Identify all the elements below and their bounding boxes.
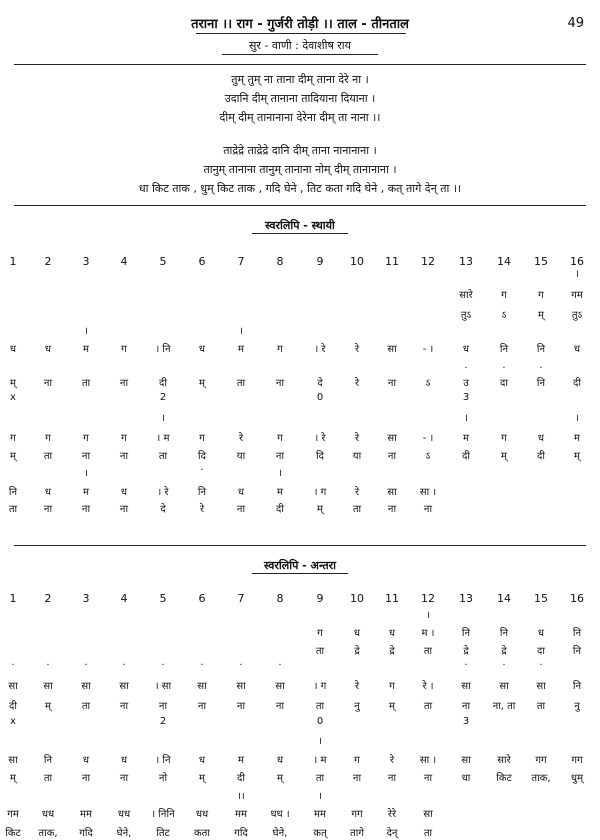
notation-cell: ना bbox=[81, 504, 91, 515]
notation-cell: म bbox=[238, 344, 244, 355]
notation-cell: ना bbox=[461, 701, 471, 712]
notation-cell: ध bbox=[353, 628, 361, 639]
notation-cell: द्रे bbox=[501, 646, 507, 657]
notation-cell: गदि bbox=[234, 828, 248, 839]
notation-cell: । म bbox=[156, 433, 170, 444]
notation-cell: नि bbox=[536, 378, 546, 389]
notation-cell: गग bbox=[351, 809, 363, 820]
notation-cell: मम bbox=[235, 809, 247, 820]
notation-cell: ग bbox=[501, 433, 507, 444]
notation-cell: ना bbox=[236, 701, 246, 712]
notation-cell: म bbox=[574, 433, 580, 444]
notation-cell: कता bbox=[194, 828, 210, 839]
notation-cell: ध bbox=[237, 487, 245, 498]
notation-cell: ध bbox=[198, 755, 206, 766]
section-divider bbox=[14, 205, 586, 206]
notation-cell: ध bbox=[573, 344, 581, 355]
notation-cell: सा bbox=[236, 681, 246, 692]
notation-cell: ग bbox=[83, 433, 89, 444]
lyric-line: तुम् तुम् ना ताना दीम् ताना देरे ना । bbox=[231, 73, 369, 86]
notation-cell: किट bbox=[496, 773, 512, 784]
page-title: तराना ।। राग - गुर्जरी तोड़ी ।। ताल - तीनताल bbox=[191, 17, 409, 32]
notation-cell: दी bbox=[159, 378, 167, 389]
notation-cell: सा bbox=[461, 755, 471, 766]
lyric-line: तानुम् तानाना तानुम् तानाना नोम् दीम् तानानाना । bbox=[203, 163, 397, 176]
notation-cell: 2 bbox=[159, 392, 167, 403]
notation-cell: ग bbox=[389, 681, 395, 692]
notation-cell: नि bbox=[572, 646, 582, 657]
notation-cell: सा bbox=[387, 344, 397, 355]
notation-cell: सा bbox=[275, 681, 285, 692]
notation-cell: ग bbox=[10, 433, 16, 444]
notation-cell: । bbox=[575, 269, 579, 280]
notation-cell: म् bbox=[277, 773, 283, 784]
notation-cell: · bbox=[161, 660, 165, 671]
beat-number: 3 bbox=[82, 592, 90, 605]
notation-cell: ना bbox=[43, 378, 53, 389]
beat-number: 1 bbox=[9, 255, 17, 268]
notation-cell: ग bbox=[199, 433, 205, 444]
notation-cell: ता bbox=[352, 504, 362, 515]
notation-cell: · bbox=[84, 660, 88, 671]
notation-cell: द्रे bbox=[354, 646, 360, 657]
notation-cell: ना bbox=[387, 451, 397, 462]
notation-cell: नि bbox=[572, 681, 582, 692]
notation-cell: ध bbox=[198, 344, 206, 355]
notation-cell: रे bbox=[354, 487, 360, 498]
lyric-line: दीम् दीम् तानानाना देरेना दीम् ता नाना ।। bbox=[219, 111, 381, 124]
notation-cell: 3 bbox=[462, 392, 470, 403]
top-divider bbox=[14, 64, 586, 65]
beat-number: 6 bbox=[198, 592, 206, 605]
notation-cell: ध bbox=[82, 755, 90, 766]
notation-cell: रे bbox=[354, 344, 360, 355]
notation-cell: ऽ bbox=[425, 378, 431, 389]
notation-cell: या bbox=[236, 451, 246, 462]
notation-cell: ना, ता bbox=[492, 701, 516, 712]
notation-cell: रे । bbox=[422, 681, 434, 692]
notation-cell: सा bbox=[387, 487, 397, 498]
notation-cell: ऽ bbox=[425, 451, 431, 462]
notation-cell: । bbox=[464, 413, 468, 424]
notation-cell: दि bbox=[198, 451, 206, 462]
notation-cell: रे bbox=[354, 378, 360, 389]
notation-cell: ग bbox=[501, 290, 507, 301]
notation-cell: सा bbox=[8, 755, 18, 766]
beat-number: 15 bbox=[534, 592, 548, 605]
notation-cell: दा bbox=[500, 378, 508, 389]
beat-number: 1 bbox=[9, 592, 17, 605]
notation-cell: ता bbox=[236, 378, 246, 389]
notation-cell: · bbox=[239, 660, 243, 671]
notation-cell: । रे bbox=[157, 487, 169, 498]
notation-cell: ना bbox=[158, 701, 168, 712]
notation-cell: धध bbox=[117, 809, 131, 820]
notation-cell: ना bbox=[387, 773, 397, 784]
notation-cell: ग bbox=[121, 344, 127, 355]
notation-cell: ग bbox=[45, 433, 51, 444]
notation-cell: दी bbox=[462, 451, 470, 462]
notation-cell: । रे bbox=[314, 344, 326, 355]
notation-cell: रे bbox=[238, 433, 244, 444]
section-divider bbox=[14, 545, 586, 546]
beat-number: 15 bbox=[534, 255, 548, 268]
notation-cell: ना bbox=[275, 701, 285, 712]
notation-cell: · bbox=[278, 660, 282, 671]
page-number: 49 bbox=[567, 16, 584, 31]
notation-cell: ना bbox=[423, 773, 433, 784]
notation-cell: तिट bbox=[156, 828, 170, 839]
notation-cell: ना bbox=[119, 451, 129, 462]
notation-cell: म् bbox=[10, 451, 16, 462]
notation-cell: नि bbox=[499, 344, 509, 355]
notation-cell: तुऽ bbox=[460, 310, 472, 321]
notation-cell: या bbox=[352, 451, 362, 462]
notation-cell: ध bbox=[276, 755, 284, 766]
notation-cell: ना bbox=[119, 773, 129, 784]
beat-number: 16 bbox=[570, 592, 584, 605]
notation-cell: नि bbox=[499, 628, 509, 639]
lyric-line: उदानि दीम् तानाना तादियाना दियाना । bbox=[224, 92, 376, 105]
notation-cell: ध bbox=[44, 344, 52, 355]
notation-cell: द्रे bbox=[389, 646, 395, 657]
notation-cell: म् bbox=[501, 451, 507, 462]
notation-cell: गग bbox=[571, 755, 583, 766]
notation-cell: तागे bbox=[350, 828, 364, 839]
beat-number: 6 bbox=[198, 255, 206, 268]
notation-cell: म bbox=[277, 487, 283, 498]
notation-cell: रे bbox=[354, 681, 360, 692]
notation-cell: ग bbox=[277, 344, 283, 355]
subtitle-underline bbox=[222, 54, 378, 55]
notation-cell: ना bbox=[119, 504, 129, 515]
notation-cell: उ bbox=[463, 378, 469, 389]
beat-number: 14 bbox=[497, 255, 511, 268]
notation-cell: । bbox=[239, 326, 243, 337]
notation-cell: ता bbox=[315, 773, 325, 784]
notation-cell: । नि bbox=[155, 344, 171, 355]
beat-number: 7 bbox=[237, 255, 245, 268]
notation-cell: म् bbox=[199, 773, 205, 784]
notation-cell: ना bbox=[81, 451, 91, 462]
notation-cell: ता bbox=[423, 828, 433, 839]
notation-cell: गदि bbox=[79, 828, 93, 839]
notation-cell: नु bbox=[574, 701, 580, 712]
notation-cell: ग bbox=[317, 628, 323, 639]
beat-number: 5 bbox=[159, 592, 167, 605]
beat-number: 11 bbox=[385, 592, 399, 605]
notation-cell: नि bbox=[536, 344, 546, 355]
notation-cell: ना bbox=[119, 701, 129, 712]
notation-cell: सारे bbox=[497, 755, 511, 766]
notation-cell: ता bbox=[536, 701, 546, 712]
notation-cell: · bbox=[539, 363, 543, 374]
notation-cell: ग bbox=[538, 290, 544, 301]
notation-cell: नु bbox=[354, 701, 360, 712]
notation-cell: नि bbox=[572, 628, 582, 639]
notation-cell: · bbox=[539, 660, 543, 671]
notation-cell: दा bbox=[537, 646, 545, 657]
notation-cell: द्रे bbox=[463, 646, 469, 657]
lyric-line: ताद्रेद्रे ताद्रेद्रे दानि दीम् ताना नानानाना । bbox=[223, 144, 377, 157]
notation-cell: किट bbox=[5, 828, 21, 839]
notation-cell: 0 bbox=[316, 716, 324, 727]
notation-cell: - । bbox=[422, 433, 434, 444]
notation-cell: · bbox=[200, 660, 204, 671]
notation-cell: । bbox=[84, 326, 88, 337]
notation-cell: धध । bbox=[270, 809, 290, 820]
notation-cell: · bbox=[464, 660, 468, 671]
notation-cell: रे bbox=[354, 433, 360, 444]
notation-cell: दी bbox=[237, 773, 245, 784]
notation-cell: · bbox=[502, 363, 506, 374]
notation-cell: मम bbox=[314, 809, 326, 820]
notation-cell: सा । bbox=[419, 755, 437, 766]
lyric-line: धा किट ताक , धुम् किट ताक , गदि घेने , तिट कता गदि घेने , कत् तागे देन् ता ।। bbox=[138, 182, 462, 195]
notation-cell: म् bbox=[199, 378, 205, 389]
notation-cell: म् bbox=[389, 701, 395, 712]
notation-cell: म bbox=[238, 755, 244, 766]
notation-cell: ध bbox=[537, 433, 545, 444]
notation-cell: ता bbox=[423, 701, 433, 712]
notation-cell: दे bbox=[317, 378, 323, 389]
notation-cell: म । bbox=[421, 628, 435, 639]
notation-cell: नि bbox=[197, 487, 207, 498]
beat-number: 8 bbox=[276, 255, 284, 268]
notation-cell: ना bbox=[81, 773, 91, 784]
notation-cell: नो bbox=[158, 773, 168, 784]
notation-cell: । ग bbox=[313, 487, 327, 498]
notation-cell: 0 bbox=[316, 392, 324, 403]
notation-cell: म् bbox=[317, 504, 323, 515]
notation-cell: नि bbox=[43, 755, 53, 766]
notation-cell: सा bbox=[197, 681, 207, 692]
notation-cell: देन् bbox=[386, 828, 398, 839]
sthayi-heading-underline bbox=[252, 233, 348, 234]
notation-cell: ध bbox=[120, 487, 128, 498]
beat-number: 13 bbox=[459, 592, 473, 605]
notation-cell: घेने, bbox=[116, 828, 132, 839]
beat-number: 3 bbox=[82, 255, 90, 268]
notation-cell: सा । bbox=[419, 487, 437, 498]
notation-cell: · bbox=[122, 660, 126, 671]
notation-cell: कत् bbox=[313, 828, 327, 839]
notation-cell: । नि bbox=[155, 755, 171, 766]
notation-cell: सारे bbox=[459, 290, 473, 301]
notation-cell: । bbox=[426, 610, 430, 621]
notation-cell: 2 bbox=[159, 716, 167, 727]
page-subtitle: सुर - वाणी : देवाशीष राय bbox=[248, 39, 352, 52]
notation-cell: रे bbox=[199, 504, 205, 515]
notation-cell: । bbox=[318, 791, 322, 802]
beat-number: 11 bbox=[385, 255, 399, 268]
notation-cell: म् bbox=[538, 310, 544, 321]
notation-cell: ध bbox=[537, 628, 545, 639]
notation-cell: · bbox=[200, 465, 204, 476]
notation-cell: सा bbox=[8, 681, 18, 692]
notation-cell: । सा bbox=[154, 681, 172, 692]
notation-cell: दी bbox=[276, 504, 284, 515]
notation-cell: मम bbox=[80, 809, 92, 820]
notation-cell: दी bbox=[9, 701, 17, 712]
notation-cell: सा bbox=[119, 681, 129, 692]
notation-cell: दि bbox=[316, 451, 324, 462]
notation-cell: ना bbox=[387, 378, 397, 389]
notation-cell: रे bbox=[389, 755, 395, 766]
notation-cell: दी bbox=[573, 378, 581, 389]
notation-cell: दे bbox=[160, 504, 166, 515]
notation-cell: । bbox=[84, 468, 88, 479]
notation-cell: सा bbox=[81, 681, 91, 692]
notation-cell: ता bbox=[158, 451, 168, 462]
beat-number: 12 bbox=[421, 255, 435, 268]
notation-cell: ता bbox=[43, 773, 53, 784]
notation-cell: ध bbox=[388, 628, 396, 639]
notation-cell: ध bbox=[9, 344, 17, 355]
notation-cell: ता bbox=[43, 451, 53, 462]
notation-cell: । bbox=[161, 413, 165, 424]
notation-cell: धध bbox=[41, 809, 55, 820]
beat-number: 7 bbox=[237, 592, 245, 605]
beat-number: 2 bbox=[44, 255, 52, 268]
notation-cell: ताक, bbox=[531, 773, 551, 784]
beat-number: 5 bbox=[159, 255, 167, 268]
notation-cell: x bbox=[10, 716, 16, 727]
notation-cell: ता bbox=[315, 646, 325, 657]
notation-cell: नि bbox=[461, 628, 471, 639]
notation-cell: सा bbox=[499, 681, 509, 692]
beat-number: 4 bbox=[120, 592, 128, 605]
notation-cell: म् bbox=[45, 701, 51, 712]
notation-cell: म bbox=[463, 433, 469, 444]
notation-cell: · bbox=[46, 660, 50, 671]
beat-number: 8 bbox=[276, 592, 284, 605]
notation-cell: । ग bbox=[313, 681, 327, 692]
notation-cell: । रे bbox=[314, 433, 326, 444]
notation-cell: गम bbox=[7, 809, 19, 820]
beat-number: 13 bbox=[459, 255, 473, 268]
notation-cell: । bbox=[278, 468, 282, 479]
beat-number: 9 bbox=[316, 255, 324, 268]
notation-cell: ताक, bbox=[38, 828, 58, 839]
notation-cell: म bbox=[83, 487, 89, 498]
notation-cell: ना bbox=[43, 504, 53, 515]
notation-cell: ग bbox=[121, 433, 127, 444]
notation-cell: 3 bbox=[462, 716, 470, 727]
notation-cell: ग bbox=[354, 755, 360, 766]
notation-cell: ना bbox=[236, 504, 246, 515]
notation-cell: ता bbox=[81, 701, 91, 712]
notation-cell: । bbox=[575, 413, 579, 424]
notation-cell: गम bbox=[571, 290, 583, 301]
notation-cell: सा bbox=[461, 681, 471, 692]
notation-cell: म bbox=[83, 344, 89, 355]
notation-cell: दी bbox=[537, 451, 545, 462]
notation-cell: ग bbox=[277, 433, 283, 444]
notation-cell: ना bbox=[275, 451, 285, 462]
notation-cell: - । bbox=[422, 344, 434, 355]
notation-cell: ना bbox=[275, 378, 285, 389]
notation-cell: ता bbox=[315, 701, 325, 712]
notation-cell: ध bbox=[44, 487, 52, 498]
notation-cell: ध bbox=[120, 755, 128, 766]
notation-cell: धुम् bbox=[570, 773, 584, 784]
notation-cell: ना bbox=[197, 701, 207, 712]
notation-cell: ऽ bbox=[501, 310, 507, 321]
notation-cell: । म bbox=[313, 755, 327, 766]
title-underline bbox=[196, 33, 406, 34]
notation-cell: ना bbox=[119, 378, 129, 389]
beat-number: 16 bbox=[570, 255, 584, 268]
notation-cell: सा bbox=[43, 681, 53, 692]
notation-cell: गग bbox=[535, 755, 547, 766]
notation-cell: रेरे bbox=[387, 809, 397, 820]
notation-cell: ना bbox=[387, 504, 397, 515]
notation-cell: ना bbox=[423, 504, 433, 515]
notation-cell: सा bbox=[423, 809, 433, 820]
notation-cell: म् bbox=[10, 378, 16, 389]
notation-cell: सा bbox=[387, 433, 397, 444]
notation-cell: सा bbox=[536, 681, 546, 692]
notation-cell: · bbox=[464, 363, 468, 374]
notation-cell: · bbox=[11, 660, 15, 671]
notation-cell: म् bbox=[10, 773, 16, 784]
beat-number: 10 bbox=[350, 255, 364, 268]
antara-heading: स्वरलिपि - अन्तरा bbox=[264, 559, 336, 572]
beat-number: 10 bbox=[350, 592, 364, 605]
notation-cell: ।। bbox=[237, 791, 245, 802]
sthayi-heading: स्वरलिपि - स्थायी bbox=[265, 219, 335, 232]
notation-cell: म् bbox=[574, 451, 580, 462]
notation-cell: x bbox=[10, 392, 16, 403]
notation-cell: ता bbox=[8, 504, 18, 515]
notation-cell: घेने, bbox=[272, 828, 288, 839]
antara-heading-underline bbox=[252, 573, 348, 574]
beat-number: 4 bbox=[120, 255, 128, 268]
beat-number: 2 bbox=[44, 592, 52, 605]
notation-cell: ध bbox=[462, 344, 470, 355]
beat-number: 9 bbox=[316, 592, 324, 605]
notation-cell: · bbox=[502, 660, 506, 671]
notation-cell: । bbox=[318, 736, 322, 747]
notation-cell: ता bbox=[423, 646, 433, 657]
notation-cell: ता bbox=[81, 378, 91, 389]
notation-cell: तुऽ bbox=[571, 310, 583, 321]
beat-number: 14 bbox=[497, 592, 511, 605]
notation-cell: धध bbox=[195, 809, 209, 820]
notation-cell: । निनि bbox=[151, 809, 175, 820]
beat-number: 12 bbox=[421, 592, 435, 605]
notation-cell: नि bbox=[8, 487, 18, 498]
notation-cell: ना bbox=[352, 773, 362, 784]
notation-cell: धा bbox=[461, 773, 471, 784]
